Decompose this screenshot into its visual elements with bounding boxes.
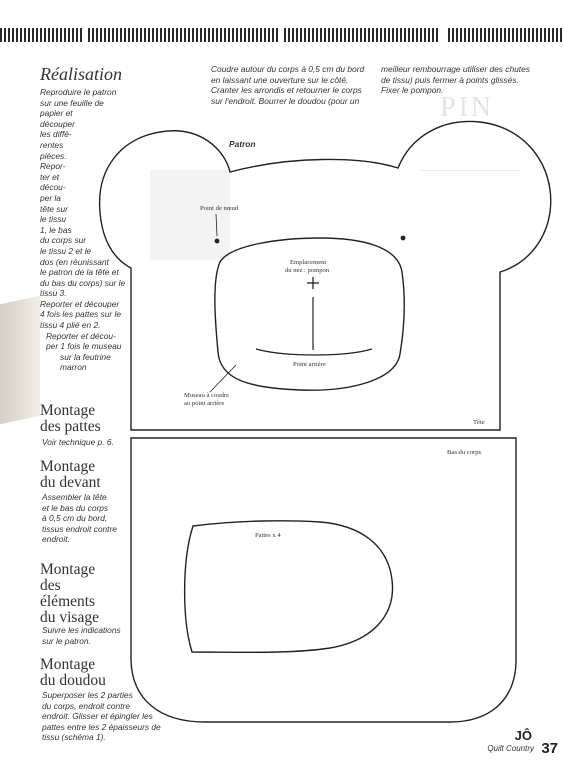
- label-point-noeud: Point de nœud: [200, 205, 239, 212]
- section-title-line: Montage: [40, 656, 96, 673]
- realisation-step-line: tissu 4 plié en 2.: [40, 320, 101, 331]
- section-title-line: du doudou: [40, 672, 106, 689]
- realisation-step-line: ter et: [40, 171, 60, 182]
- realisation-step-line: le tissu 2 et le: [40, 245, 92, 256]
- section-text-line: sur le patron.: [42, 635, 91, 646]
- page-number: 37: [541, 740, 558, 757]
- label-emplacement-1: Emplacement: [290, 259, 327, 266]
- label-museau-2: au point arrière: [184, 400, 225, 407]
- realisation-step-line: papier et: [40, 108, 73, 119]
- brand-name: Quilt Country: [487, 744, 534, 753]
- realisation-step-line: du corps sur: [40, 235, 87, 246]
- section-title-line: éléments: [40, 593, 96, 610]
- brand-logo: JÔ: [514, 728, 532, 743]
- realisation-step-line: sur la feutrine: [60, 351, 111, 362]
- section-title-line: des pattes: [40, 418, 101, 435]
- realisation-step-line: du bas du corps) sur le: [40, 277, 126, 288]
- eye-dot-right: [401, 236, 406, 241]
- realisation-step-line: per 1 fois le museau: [46, 341, 122, 352]
- realisation-step-line: le patron de la tête et: [40, 267, 119, 278]
- label-bas-du-corps: Bas du corps: [447, 449, 482, 456]
- label-emplacement-2: du nez : pompon: [285, 267, 330, 274]
- realisation-step-line: tissu 3.: [40, 288, 67, 299]
- section-title-line: Montage: [40, 561, 96, 578]
- text-line: en laissant une ouverture sur le côté.: [211, 74, 349, 85]
- leader-line-museau: [210, 365, 236, 392]
- realisation-step-line: dos (en réunissant: [40, 256, 109, 267]
- section-title-line: du visage: [40, 609, 99, 626]
- section-text-line: Assembler la tête: [42, 492, 107, 502]
- text-line: sur l'endroit. Bourrer le doudou (pour un: [211, 95, 360, 106]
- realisation-step-line: Reproduire le patron: [40, 87, 117, 97]
- realisation-step-line: découper: [40, 118, 75, 129]
- head-outline: [100, 121, 551, 430]
- section-text-line: endroit. Glisser et épingler les: [42, 711, 153, 722]
- section-text-line: à 0,5 cm du bord,: [42, 513, 108, 524]
- mouth-curve: [256, 349, 372, 355]
- realisation-step-line: 4 fois les pattes sur le: [40, 309, 121, 320]
- realisation-step-line: sur une feuille de: [40, 97, 104, 108]
- pattern-title: Patron: [229, 139, 256, 149]
- realisation-step-line: les diffé-: [40, 129, 72, 140]
- realisation-step-line: Reporter et décou-: [46, 330, 116, 341]
- realisation-step-line: 1, le bas: [40, 224, 72, 235]
- text-line: meilleur rembourrage utiliser des chutes: [381, 64, 530, 74]
- section-title-line: du devant: [40, 474, 101, 491]
- text-line: Fixer le pompon.: [381, 85, 444, 96]
- section-title-line: des: [40, 577, 61, 594]
- realisation-step-line: le tissu: [40, 214, 67, 225]
- text-line: de tissu) puis fermer à points glissés.: [381, 74, 519, 85]
- realisation-step-line: Reporter et découper: [40, 298, 120, 309]
- label-museau-1: Museau à coudre: [184, 392, 230, 399]
- section-text-line: Superposer les 2 parties: [42, 690, 133, 700]
- eye-dot-left: [215, 239, 220, 244]
- section-text-line: endroit.: [42, 534, 70, 545]
- section-text-line: Suivre les indications: [42, 625, 121, 635]
- section-text-line: tissu (schéma 1).: [42, 732, 106, 743]
- realisation-step-line: Repor-: [40, 161, 66, 172]
- section-title-line: Montage: [40, 402, 96, 419]
- section-text-line: Voir technique p. 6.: [42, 437, 114, 447]
- realisation-step-line: décou-: [40, 182, 66, 193]
- section-text-line: tissus endroit contre: [42, 523, 117, 534]
- label-point-arriere: Point arrière: [293, 361, 326, 368]
- realisation-step-line: tête sur: [40, 203, 68, 214]
- label-pattes: Pattes x 4: [255, 532, 281, 539]
- realisation-step-line: per la: [40, 192, 61, 203]
- section-title-line: Montage: [40, 458, 96, 475]
- text-line: Coudre autour du corps à 0,5 cm du bord: [211, 64, 365, 74]
- label-tete: Tête: [473, 419, 485, 426]
- section-text-line: et le bas du corps: [42, 502, 109, 513]
- paw-outline: [185, 521, 393, 653]
- text-line: Cranter les arrondis et retourner le corps: [211, 85, 362, 96]
- section-text-line: pattes entre les 2 épaisseurs de: [42, 721, 161, 732]
- realisation-step-line: pièces.: [40, 150, 67, 161]
- realisation-step-line: marron: [60, 362, 87, 373]
- show-through-text: PIN: [440, 92, 495, 123]
- realisation-step-line: rentes: [40, 139, 64, 150]
- section-text-line: du corps, endroit contre: [42, 700, 130, 711]
- leader-line-noeud: [216, 214, 217, 236]
- body-outline: [131, 438, 516, 722]
- realisation-title: Réalisation: [40, 64, 122, 84]
